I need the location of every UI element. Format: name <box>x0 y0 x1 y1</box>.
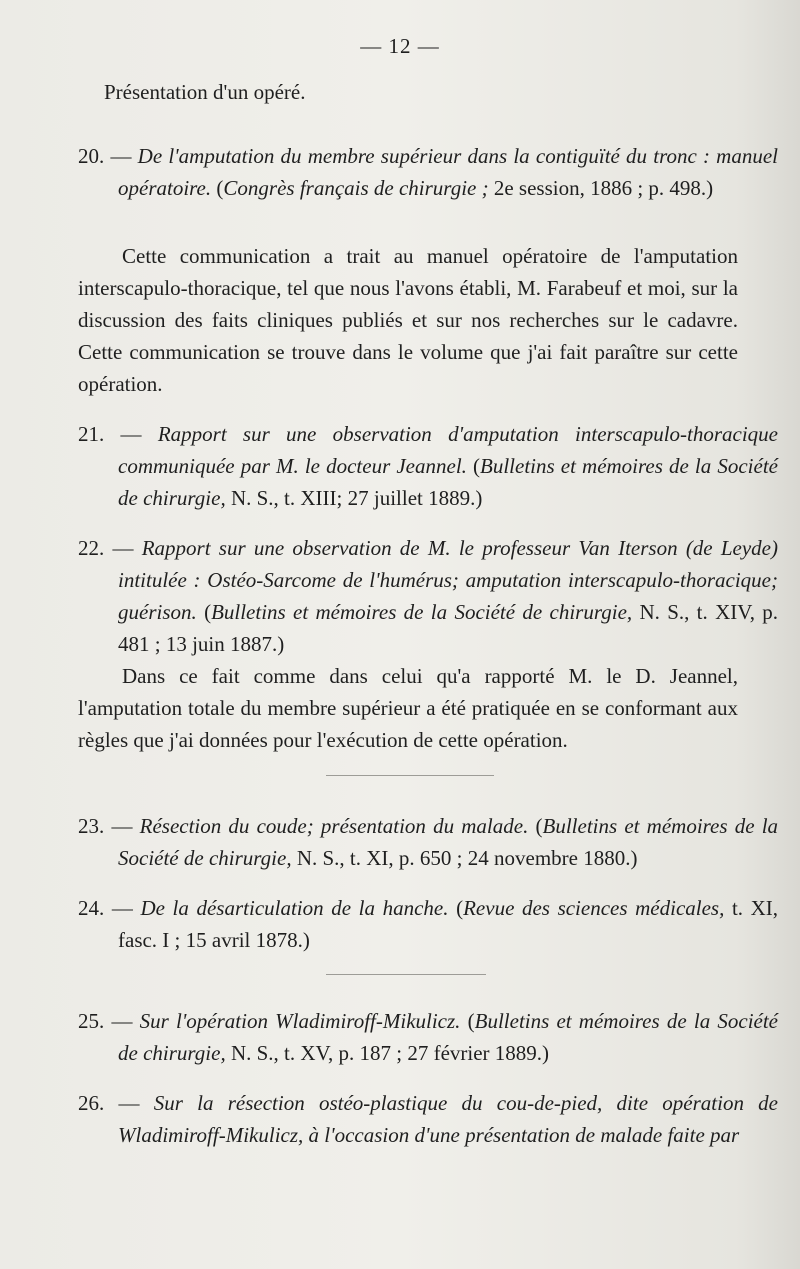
entry-title: De l'amputation du membre supérieur dans la contiguïté du tronc : manuel opératoire. <box>118 144 778 200</box>
entry-title: De la désarticulation de la hanche. <box>140 896 449 920</box>
entry-dash: — <box>120 422 142 446</box>
entry-source-details: N. S., t. XIV, p. 481 ; 13 juin 1887.) <box>118 600 779 656</box>
entry-title: Rapport sur une observation d'amputation interscapulo-thoracique communiquée par M. le docteur Jeannel. <box>118 422 778 478</box>
entry-source-open: ( <box>535 814 543 838</box>
entry-source-journal: Bulletins et mémoires de la Société de chirurgie, <box>118 1009 779 1065</box>
bibliography-entry-21 <box>78 418 778 514</box>
entry-source-journal: Bulletins et mémoires de la Société de chirurgie, <box>211 600 633 624</box>
bibliography-entry-24 <box>78 892 778 956</box>
entry-dash: — <box>110 144 132 168</box>
body-paragraph-1: Cette communication a trait au manuel opératoire de l'amputation interscapulo-thoracique, tel que nous l'avons établi, M. Farabeuf et moi, sur la discussion des faits cliniques publiés et sur nos recherches sur le cadavre. Cette communication se trouve dans le volume que j'ai fait paraître sur cette opération. <box>78 244 738 396</box>
entry-source-journal: Congrès français de chirurgie ; <box>223 176 489 200</box>
entry-dash: — <box>118 1091 140 1115</box>
entry-title: Sur l'opération Wladimiroff-Mikulicz. <box>139 1009 461 1033</box>
entry-source-details: N. S., t. XI, p. 650 ; 24 novembre 1880.) <box>291 846 638 870</box>
bibliography-entry-20 <box>78 140 778 204</box>
entry-number: 21. <box>78 422 105 446</box>
bibliography-entry-22 <box>78 532 778 660</box>
entry-source-open: ( <box>467 1009 475 1033</box>
entry-source-journal: Bulletins et mémoires de la Société de chirurgie, <box>118 454 778 510</box>
entry-source-open: ( <box>216 176 224 200</box>
section-divider-1 <box>326 775 494 776</box>
top-note: Présentation d'un opéré. <box>104 80 306 104</box>
entry-source-details: 2e session, 1886 ; p. 498.) <box>488 176 714 200</box>
entry-number: 20. <box>78 144 105 168</box>
entry-number: 25. <box>78 1009 105 1033</box>
entry-source-open: ( <box>204 600 212 624</box>
entry-source-open: ( <box>473 454 481 478</box>
entry-number: 26. <box>78 1091 105 1115</box>
bibliography-entry-26 <box>78 1087 778 1151</box>
entry-title: Sur la résection ostéo-plastique du cou-de-pied, dite opération de Wladimiroff-Mikulicz, à l'occasion d'une présentation de malade faite par <box>118 1091 779 1147</box>
entry-source-details: N. S., t. XIII; 27 juillet 1889.) <box>225 486 483 510</box>
entry-dash: — <box>111 896 133 920</box>
entry-dash: — <box>111 1009 133 1033</box>
page-number: — 12 — <box>360 34 440 58</box>
entry-number: 22. <box>78 536 105 560</box>
entry-number: 23. <box>78 814 105 838</box>
entry-source-details: N. S., t. XV, p. 187 ; 27 février 1889.) <box>225 1041 550 1065</box>
bibliography-entry-25 <box>78 1005 778 1069</box>
entry-title: Rapport sur une observation de M. le professeur Van Iterson (de Leyde) intitulée : Ostéo-Sarcome de l'humérus; amputation interscapulo-thoracique; guérison. <box>118 536 778 624</box>
entry-dash: — <box>112 536 134 560</box>
entry-number: 24. <box>78 896 105 920</box>
entry-source-journal: Bulletins et mémoires de la Société de chirurgie, <box>118 814 779 870</box>
entry-source-open: ( <box>456 896 464 920</box>
bibliography-entry-23 <box>78 810 778 874</box>
body-paragraph-2: Dans ce fait comme dans celui qu'a rapporté M. le D. Jeannel, l'amputation totale du membre supérieur a été pratiquée en se conformant aux règles que j'ai données pour l'exécution de cette opération. <box>78 664 738 752</box>
entry-title: Résection du coude; présentation du malade. <box>139 814 529 838</box>
section-divider-2 <box>326 974 486 975</box>
entry-source-details: t. XI, fasc. I ; 15 avril 1878.) <box>118 896 779 952</box>
entry-dash: — <box>111 814 133 838</box>
entry-source-journal: Revue des sciences médicales, <box>463 896 725 920</box>
